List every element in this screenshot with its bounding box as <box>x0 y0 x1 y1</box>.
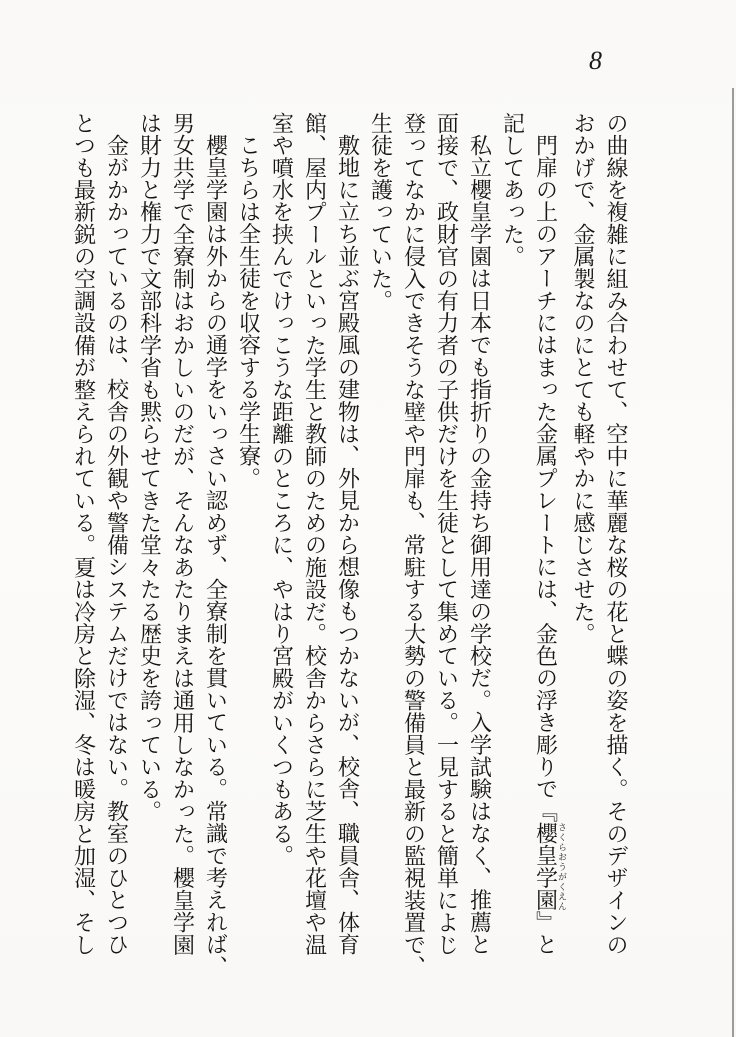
text-line: は財力と権力で文部科学省も黙らせてきた堂々たる歴史を誇っている。 <box>137 112 163 823</box>
text-line: 門扉の上のアーチにはまった金属プレートには、金色の浮き彫りで『櫻皇学園さくらおうがくえん』と <box>533 134 567 956</box>
text-line: 櫻皇学園は外からの通学をいっさい認めず、全寮制を貫いている。常識で考えれば、 <box>203 134 229 978</box>
text-line: とつも最新鋭の空調設備が整えられている。夏は冷房と除湿、冬は暖房と加湿、そし <box>71 112 97 956</box>
page-edge-line <box>732 88 734 1037</box>
text-line: 敷地に立ち並ぶ宮殿風の建物は、外見から想像もつかないが、校舎、職員舎、体育 <box>335 134 361 956</box>
text-area <box>68 112 634 978</box>
text-line: 金がかかっているのは、校舎の外観や警備システムだけではない。教室のひとつひ <box>104 134 130 956</box>
text-line: こちらは全生徒を収容する学生寮。 <box>236 134 262 490</box>
text-line: 登ってなかに侵入できそうな壁や門扉も、常駐する大勢の警備員と最新の監視装置で、 <box>401 112 427 978</box>
text-line: の曲線を複雑に組み合わせて、空中に華麗な桜の花と蝶の姿を描く。そのデザインの <box>604 112 629 956</box>
text-line: 男女共学で全寮制はおかしいのだが、そんなあたりまえは通用しなかった。櫻皇学園 <box>170 112 196 956</box>
text-line: 室や噴水を挟んでけっこうな距離のところに、やはり宮殿がいくつもある。 <box>269 112 295 867</box>
text-line: 生徒を護っていた。 <box>368 112 394 312</box>
text-line: 面接で、政財官の有力者の子供だけを生徒として集めている。一見すると簡単によじ <box>434 112 460 956</box>
page-number: 8 <box>589 46 602 75</box>
ruby-annotated-text: 櫻皇学園さくらおうがくえん <box>533 822 567 912</box>
text-line: 記してあった。 <box>500 112 526 268</box>
text-line: 館、屋内プールといった学生と教師のための施設だ。校舎からさらに芝生や花壇や温 <box>302 112 328 956</box>
text-line: おかげで、金属製なのにとても軽やかに感じさせた。 <box>571 112 596 645</box>
text-line: 私立櫻皇学園は日本でも指折りの金持ち御用達の学校だ。入学試験はなく、推薦と <box>467 134 493 956</box>
